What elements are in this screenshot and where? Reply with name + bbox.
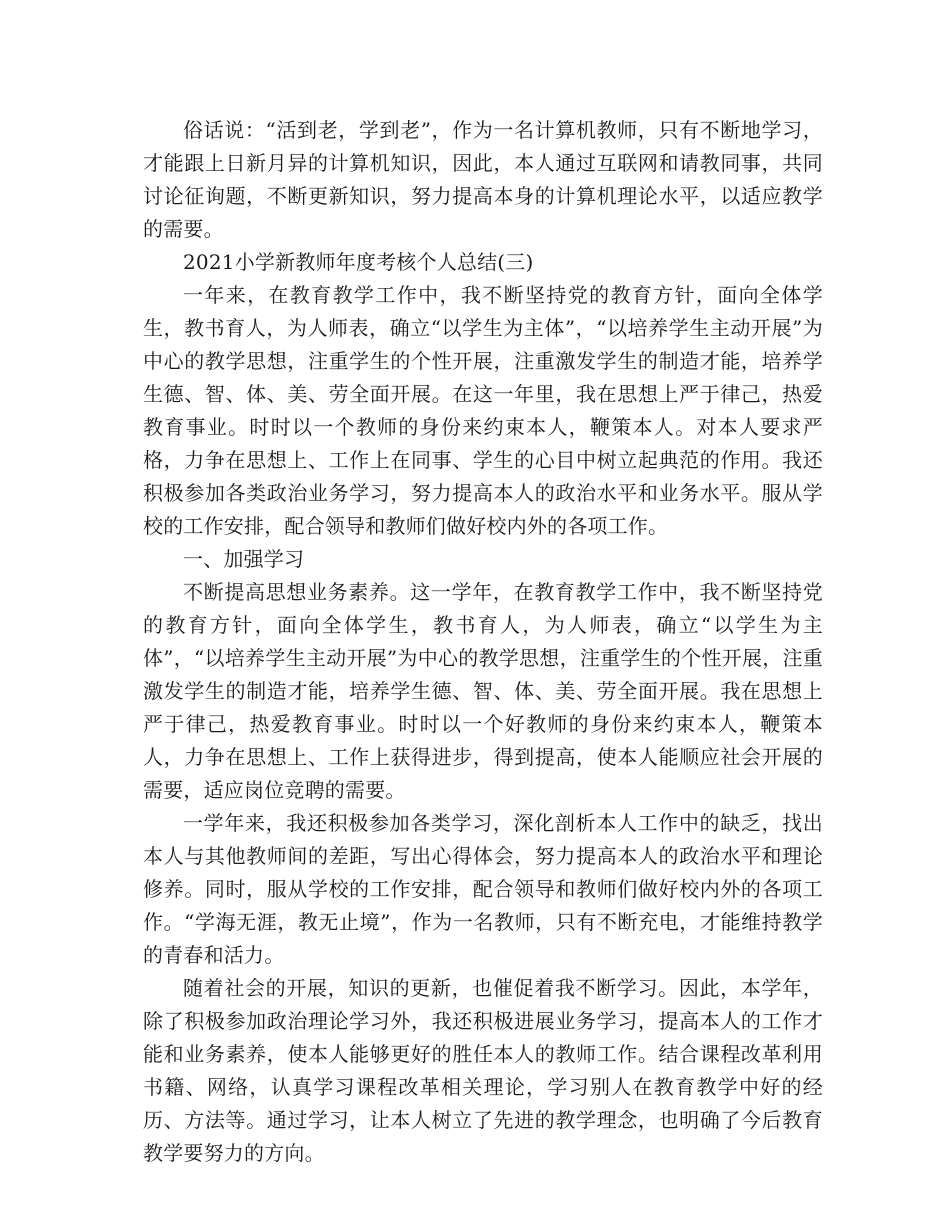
document-body (143, 114, 823, 1170)
paragraph-summary: 一年来，在教育教学工作中，我不断坚持党的教育方针，面向全体学生，教书育人，为人师表，确立“以学生为主体”，“以培养学生主动开展”为中心的教学思想，注重学生的个性开展，注重激发学生的制造才能，培养学生德、智、体、美、劳全面开展。在这一年里，我在思想上严于律己，热爱教育事业。时时以一个教师的身份来约束本人，鞭策本人。对本人要求严格，力争在思想上、工作上在同事、学生的心目中树立起典范的作用。我还积极参加各类政治业务学习，努力提高本人的政治水平和业务水平。服从学校的工作安排，配合领导和教师们做好校内外的各项工作。 (143, 283, 823, 538)
paragraph-intro: 俗话说：“活到老，学到老”，作为一名计算机教师，只有不断地学习，才能跟上日新月异的计算机知识，因此，本人通过互联网和请教同事，共同讨论征询题，不断更新知识，努力提高本身的计算机理论水平，以适应教学的需要。 (143, 118, 823, 241)
section-title: 2021小学新教师年度考核个人总结(三) (183, 250, 534, 274)
paragraph-ideology: 不断提高思想业务素养。这一学年，在教育教学工作中，我不断坚持党的教育方针，面向全体学生，教书育人，为人师表，确立“以学生为主体”，“以培养学生主动开展”为中心的教学思想，注重学生的个性开展，注重激发学生的制造才能，培养学生德、智、体、美、劳全面开展。我在思想上严于律己，热爱教育事业。时时以一个好教师的身份来约束本人，鞭策本人，力争在思想上、工作上获得进步，得到提高，使本人能顺应社会开展的需要，适应岗位竞聘的需要。 (143, 580, 823, 802)
paragraph-study: 一学年来，我还积极参加各类学习，深化剖析本人工作中的缺乏，找出本人与其他教师间的差距，写出心得体会，努力提高本人的政治水平和理论修养。同时，服从学校的工作安排，配合领导和教师们做好校内外的各项工作。“学海无涯，教无止境”，作为一名教师，只有不断充电，才能维持教学的青春和活力。 (143, 811, 823, 967)
subheading-strengthen-learning: 一、加强学习 (183, 547, 305, 571)
paragraph-development: 随着社会的开展，知识的更新，也催促着我不断学习。因此，本学年，除了积极参加政治理论学习外，我还积极进展业务学习，提高本人的工作才能和业务素养，使本人能够更好的胜任本人的教师工作。结合课程改革利用书籍、网络，认真学习课程改革相关理论，学习别人在教育教学中好的经历、方法等。通过学习，让本人树立了先进的教学理念，也明确了今后教育教学要努力的方向。 (143, 976, 823, 1165)
